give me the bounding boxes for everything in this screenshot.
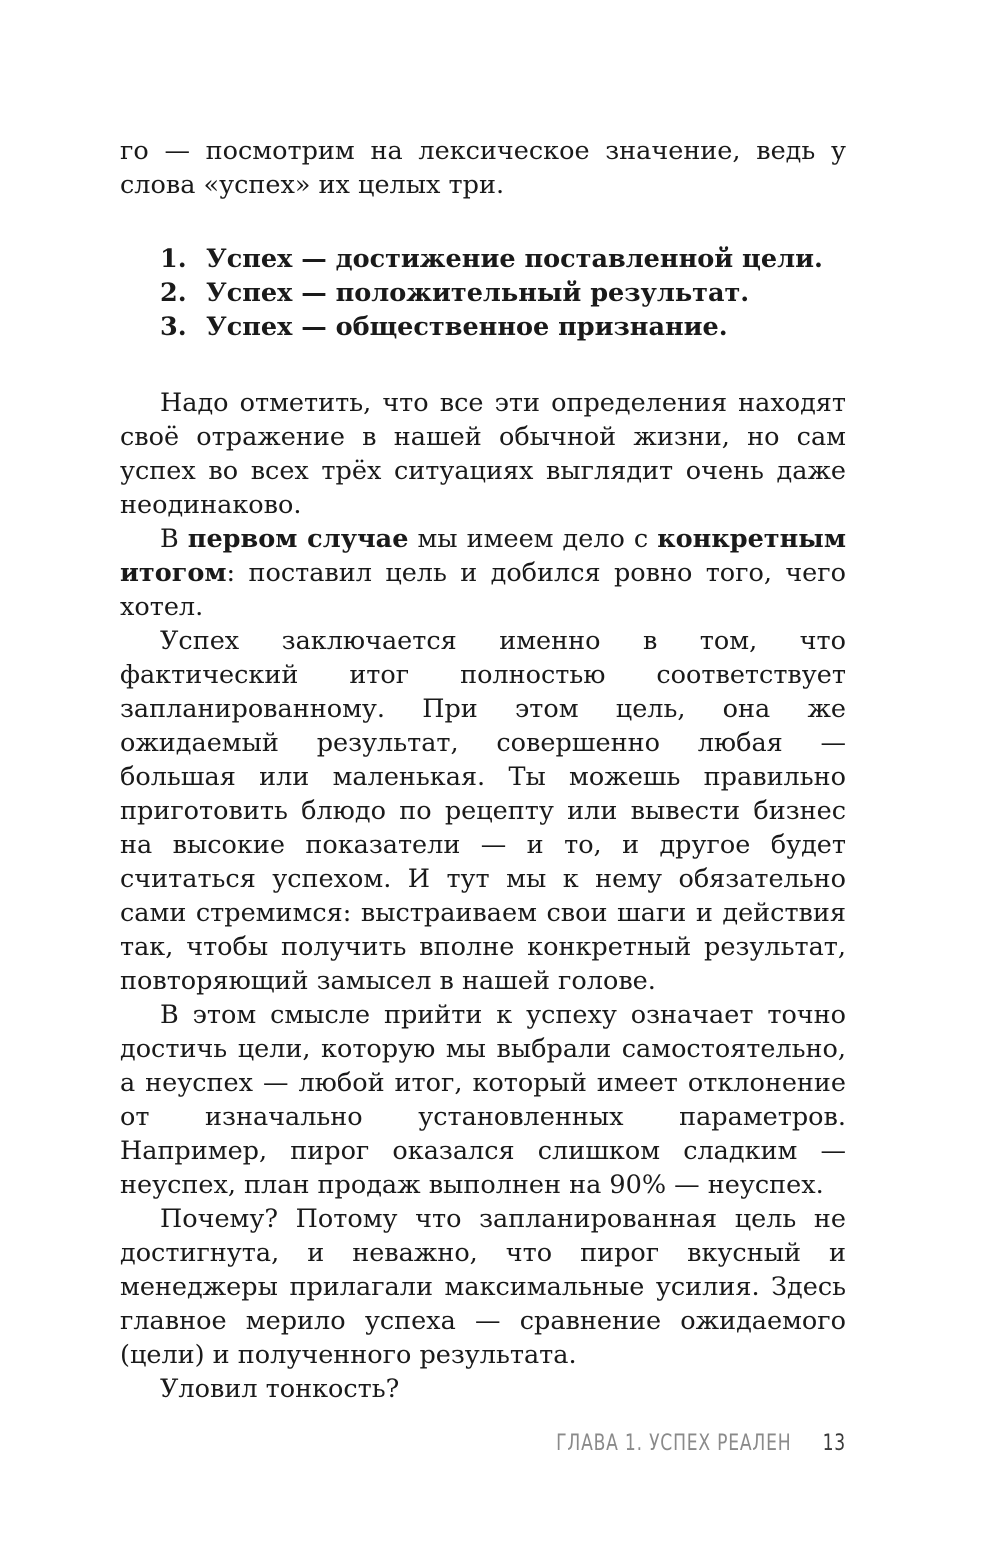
paragraph-1: Надо отметить, что все эти определения находят своё отражение в нашей обычной жизни, но сам успех во всех трёх ситуациях выглядит очень даже неодинаково.: [120, 388, 846, 520]
running-footer: [186, 1431, 846, 1456]
definition-number: 2.: [160, 278, 187, 308]
paragraph-4: В этом смысле прийти к успеху означает точно достичь цели, которую мы выбрали самостоятельно, а неуспех — любой итог, который имеет отклонение от изначально установленных параметров. Например, пирог оказался слишком сладким — неуспех, план продаж выполнен на 90% — неуспех.: [120, 1000, 846, 1200]
definition-item-3: [120, 310, 846, 344]
paragraph-2-text-c: мы имеем дело с: [408, 524, 658, 554]
definition-text: Успех — достижение поставленной цели.: [206, 244, 823, 274]
definition-number: 3.: [160, 312, 187, 342]
emphasis-first-case: первом случае: [187, 524, 409, 554]
page-body: [120, 134, 846, 1406]
emphasis-concrete-result: конкретным итогом: [120, 524, 846, 588]
definition-item-2: [120, 276, 846, 310]
chapter-title: ГЛАВА 1. УСПЕХ РЕАЛЕН: [556, 1431, 792, 1456]
paragraph-2: [120, 522, 846, 624]
definitions-list: [120, 242, 846, 344]
page-number: 13: [822, 1431, 846, 1456]
definition-text: Успех — общественное признание.: [206, 312, 728, 342]
definition-number: 1.: [160, 244, 187, 274]
definition-text: Успех — положительный результат.: [206, 278, 750, 308]
paragraph-2-text-d: : поставил цель и добился ровно того, чего хотел.: [120, 558, 846, 622]
opening-paragraph: го — посмотрим на лексическое значение, ведь у слова «успех» их целых три.: [120, 136, 846, 200]
paragraph-2-text-a: В: [160, 524, 188, 554]
paragraph-6: Уловил тонкость?: [160, 1374, 400, 1404]
paragraph-3: Успех заключается именно в том, что фактический итог полностью соответствует запланированному. При этом цель, она же ожидаемый результат, совершенно любая — большая или маленькая. Ты можешь правильно приготовить блюдо по рецепту или вывести бизнес на высокие показатели — и то, и другое будет считаться успехом. И тут мы к нему обязательно сами стремимся: выстраиваем свои шаги и действия так, чтобы получить вполне конкретный результат, повторяющий замысел в нашей голове.: [120, 626, 846, 996]
definition-item-1: [120, 242, 846, 276]
paragraph-5: Почему? Потому что запланированная цель не достигнута, и неважно, что пирог вкусный и менеджеры прилагали максимальные усилия. Здесь главное мерило успеха — сравнение ожидаемого (цели) и полученного результата.: [120, 1204, 846, 1370]
